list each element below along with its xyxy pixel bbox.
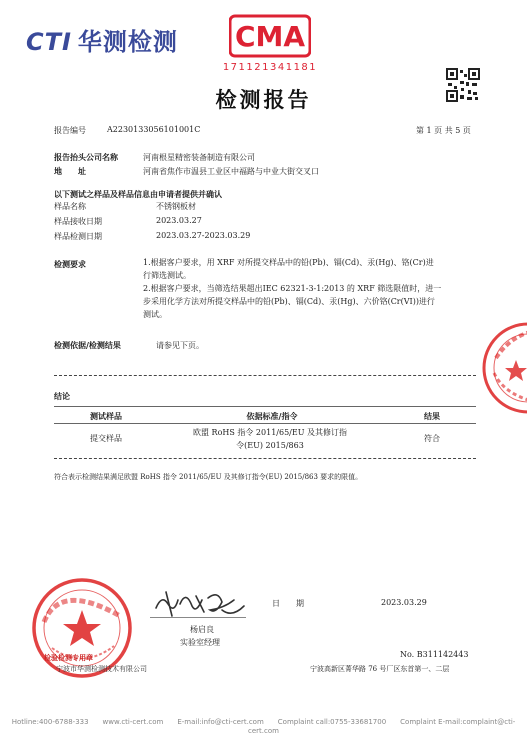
- cma-logo-icon: [229, 14, 311, 58]
- separator-dashed-2: [54, 458, 476, 459]
- table-rule-mid: [54, 423, 476, 424]
- col-standard-header: 依据标准/指令: [246, 411, 298, 421]
- receive-date-value: 2023.03.27: [156, 216, 202, 225]
- signer-name: 杨启良: [190, 625, 214, 634]
- company-value: 河南根星精密装备制造有限公司: [143, 153, 255, 162]
- sample-name-value: 不锈钢板材: [156, 202, 196, 211]
- svg-text:CMA: CMA: [234, 20, 306, 53]
- table-rule-top: [54, 406, 476, 407]
- seal-text: 检验检测专用章: [44, 653, 93, 662]
- requirements-text: [143, 256, 483, 321]
- sample-info-heading: 以下测试之样品及样品信息由申请者提供并确认: [54, 189, 222, 199]
- req-item2-line3: 测试。: [143, 310, 167, 319]
- cma-number: 171121341181: [222, 62, 318, 73]
- lab-address: 宁波高新区菁华路 76 号厂区东首第一、二层: [310, 665, 450, 673]
- requirements-label: 检测要求: [54, 259, 86, 269]
- test-date-value: 2023.03.27-2023.03.29: [156, 231, 251, 240]
- standard-line2: 令(EU) 2015/863: [236, 441, 304, 450]
- company-logo: [26, 22, 178, 57]
- separator-dashed: [54, 375, 476, 376]
- conclusion-note: 符合表示检测结果满足欧盟 RoHS 指令 2011/65/EU 及其修订指令(EU) 2015/863 要求的限值。: [54, 473, 363, 481]
- receive-date-label: 样品接收日期: [54, 217, 102, 226]
- partial-seal-right-icon: [476, 318, 527, 418]
- footer-contacts: Hotline:400-6788-333 www.cti-cert.com E-mail:info@cti-cert.com Complaint call:0755-33681700 Complaint E-mail:complaint@cti-cert.com: [11, 718, 516, 735]
- test-date-label: 样品检测日期: [54, 232, 102, 241]
- report-title: 检测报告: [215, 87, 312, 112]
- address-label: 地 址: [54, 166, 86, 176]
- logo-cn: 华测检测: [77, 27, 178, 56]
- basis-label: 检测依据/检测结果: [54, 340, 121, 350]
- conclusion-sample: 提交样品: [90, 434, 122, 443]
- basis-value: 请参见下页。: [156, 341, 204, 350]
- req-item1-line1: 1.根据客户要求，用 XRF 对所提交样品中的铅(Pb)、镉(Cd)、汞(Hg)、铬(Cr)进: [143, 258, 434, 267]
- signer-title: 实验室经理: [180, 638, 220, 647]
- lab-company: 宁波市华测检测技术有限公司: [56, 665, 147, 673]
- conclusion-heading: 结论: [54, 391, 70, 401]
- sample-name-label: 样品名称: [54, 202, 86, 211]
- conclusion-standard: [178, 426, 362, 452]
- signature-underline: [150, 617, 246, 618]
- date-label: 日 期: [272, 599, 304, 608]
- conclusion-result: 符合: [424, 434, 440, 443]
- logo-cti: CTI: [26, 28, 72, 56]
- doc-number: No. B311142443: [400, 650, 469, 659]
- report-number-label: 报告编号: [54, 126, 86, 135]
- req-item1-line2: 行筛选测试。: [143, 271, 191, 280]
- qr-code-icon: [446, 68, 480, 102]
- company-label: 报告抬头公司名称: [54, 152, 118, 162]
- date-value: 2023.03.29: [381, 598, 427, 607]
- page-indicator: 第 1 页 共 5 页: [416, 126, 471, 135]
- col-sample-header: 测试样品: [90, 411, 122, 421]
- col-result-header: 结果: [424, 411, 440, 421]
- report-number-value: A2230133056101001C: [107, 125, 201, 134]
- standard-line1: 欧盟 RoHS 指令 2011/65/EU 及其修订指: [193, 428, 347, 437]
- req-item2-line2: 步采用化学方法对所提交样品中的铅(Pb)、镉(Cd)、汞(Hg)、六价铬(Cr(VI))进行: [143, 297, 435, 306]
- req-item2-line1: 2.根据客户要求，当筛选结果超出IEC 62321-3-1:2013 的 XRF 筛选限值时，进一: [143, 284, 442, 293]
- address-value: 河南省焦作市温县工业区中福路与中业大街交叉口: [143, 167, 319, 176]
